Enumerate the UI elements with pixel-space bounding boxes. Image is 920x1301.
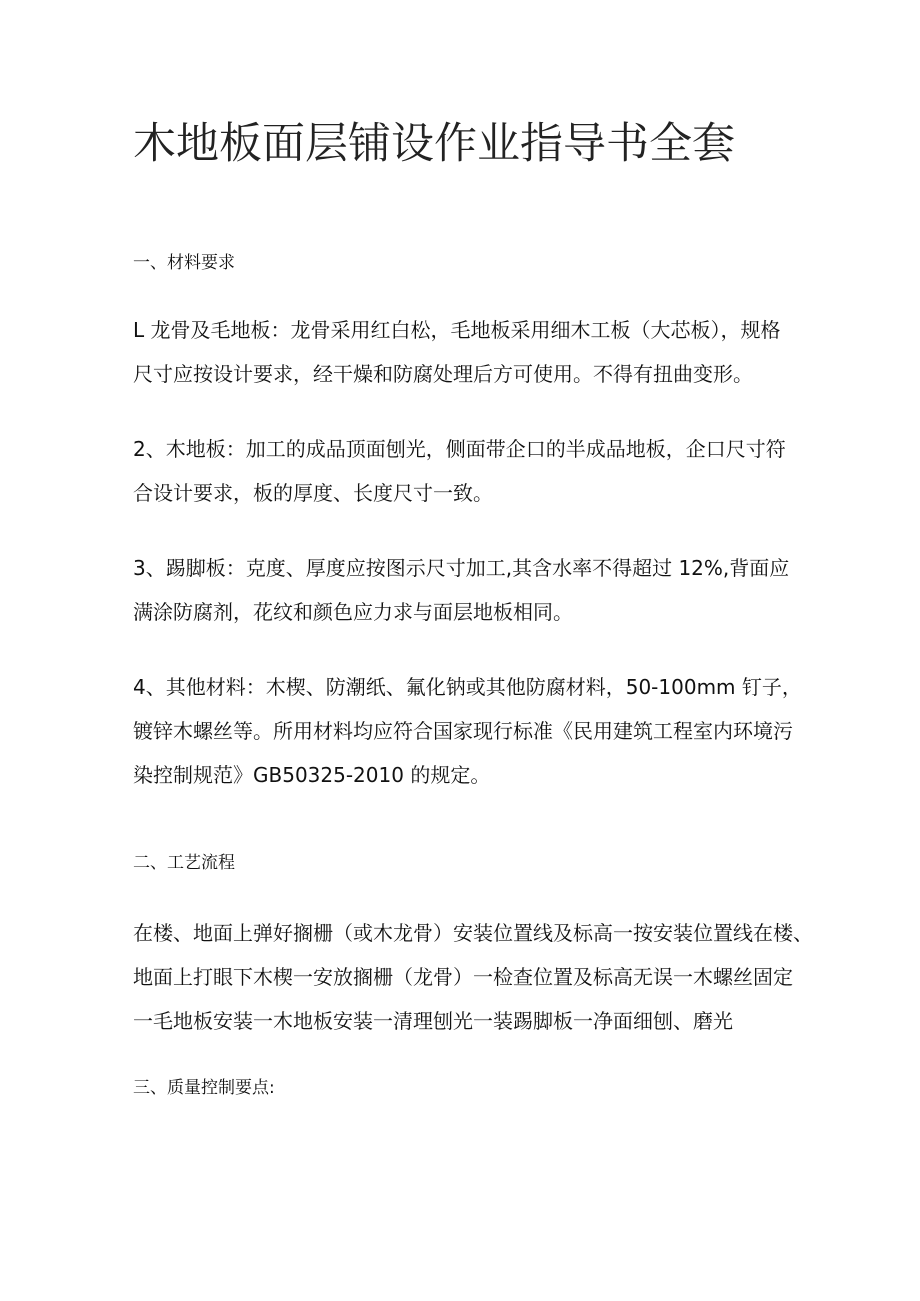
paragraph-line: 染控制规范》GB50325-2010 的规定。 — [133, 763, 491, 787]
paragraph-line: 在楼、地面上弹好搁栅（或木龙骨）安装位置线及标高一按安装位置线在楼、 — [133, 921, 813, 945]
paragraph-line: 地面上打眼下木楔一安放搁栅（龙骨）一检查位置及标高无误一木螺丝固定 — [133, 965, 793, 989]
materials-item-2 — [133, 427, 799, 515]
materials-item-3 — [133, 546, 799, 634]
materials-item-4 — [133, 665, 802, 797]
document-title: 木地板面层铺设作业指导书全套 — [133, 119, 735, 169]
paragraph-line: 合设计要求，板的厚度、长度尺寸一致。 — [133, 481, 493, 505]
paragraph-line: 尺寸应按设计要求，经干燥和防腐处理后方可使用。不得有扭曲变形。 — [133, 362, 753, 386]
section-heading-quality-control: 三、质量控制要点: — [133, 1078, 275, 1098]
paragraph-line: 一毛地板安装一木地板安装一清理刨光一装踢脚板一净面细刨、磨光 — [133, 1009, 733, 1033]
paragraph-line: 4、其他材料：木楔、防潮纸、氟化钠或其他防腐材料，50-100mm 钉子， — [133, 675, 802, 699]
paragraph-line: 满涂防腐剂，花纹和颜色应力求与面层地板相同。 — [133, 600, 573, 624]
paragraph-line: L 龙骨及毛地板：龙骨采用红白松，毛地板采用细木工板（大芯板），规格 — [133, 318, 781, 342]
paragraph-line: 2、木地板：加工的成品顶面刨光，侧面带企口的半成品地板，企口尺寸符 — [133, 437, 786, 461]
paragraph-line: 3、踢脚板：克度、厚度应按图示尺寸加工,其含水率不得超过 12%,背面应 — [133, 556, 790, 580]
paragraph-line: 镀锌木螺丝等。所用材料均应符合国家现行标准《民用建筑工程室内环境污 — [133, 719, 793, 743]
materials-item-1 — [133, 308, 799, 396]
section-heading-process: 二、工艺流程 — [133, 853, 235, 873]
process-flow-paragraph — [133, 911, 813, 1043]
section-heading-materials: 一、材料要求 — [133, 253, 235, 273]
